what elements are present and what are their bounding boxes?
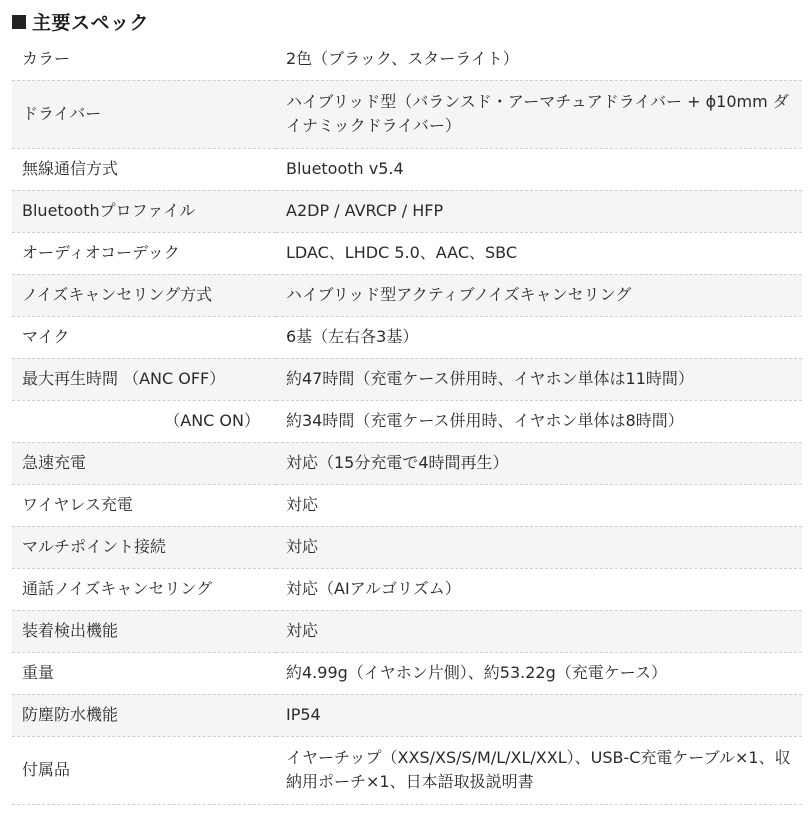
spec-table: [12, 38, 802, 805]
row-label: Bluetoothプロファイル: [12, 190, 276, 232]
row-value: ハイブリッド型（バランスド・アーマチュアドライバー + ϕ10mm ダイナミックドライバー）: [276, 80, 802, 148]
square-bullet-icon: [12, 15, 26, 29]
row-value: IP54: [276, 694, 802, 736]
row-label: ノイズキャンセリング方式: [12, 274, 276, 316]
section-title: 主要スペック: [32, 12, 150, 34]
row-value: 対応: [276, 526, 802, 568]
row-label: カラー: [12, 38, 276, 80]
table-row: [12, 736, 802, 804]
section-heading: [12, 8, 149, 35]
table-row: [12, 694, 802, 736]
row-value: 対応（15分充電で4時間再生）: [276, 442, 802, 484]
row-value: A2DP / AVRCP / HFP: [276, 190, 802, 232]
table-row: [12, 484, 802, 526]
row-value: 6基（左右各3基）: [276, 316, 802, 358]
row-label: マルチポイント接続: [12, 526, 276, 568]
row-value: 対応（AIアルゴリズム）: [276, 568, 802, 610]
row-label: 急速充電: [12, 442, 276, 484]
row-value: 約4.99g（イヤホン片側）、約53.22g（充電ケース）: [276, 652, 802, 694]
table-row: [12, 400, 802, 442]
row-label: マイク: [12, 316, 276, 358]
row-label: 通話ノイズキャンセリング: [12, 568, 276, 610]
table-row: [12, 316, 802, 358]
row-value: イヤーチップ（XXS/XS/S/M/L/XL/XXL）、USB-C充電ケーブル×1、収納用ポーチ×1、日本語取扱説明書: [276, 736, 802, 804]
row-value: 対応: [276, 484, 802, 526]
table-row: [12, 232, 802, 274]
row-value: ハイブリッド型アクティブノイズキャンセリング: [276, 274, 802, 316]
row-label: ワイヤレス充電: [12, 484, 276, 526]
table-row: [12, 610, 802, 652]
table-row: [12, 526, 802, 568]
table-row: [12, 652, 802, 694]
row-label: 重量: [12, 652, 276, 694]
table-row: [12, 568, 802, 610]
row-label: 無線通信方式: [12, 148, 276, 190]
row-value: 約47時間（充電ケース併用時、イヤホン単体は11時間）: [276, 358, 802, 400]
row-label: 最大再生時間 （ANC OFF）: [12, 358, 276, 400]
table-row: [12, 148, 802, 190]
table-row: [12, 80, 802, 148]
row-value: 2色（ブラック、スターライト）: [276, 38, 802, 80]
table-row: [12, 190, 802, 232]
row-label: オーディオコーデック: [12, 232, 276, 274]
row-label: 防塵防水機能: [12, 694, 276, 736]
row-value: LDAC、LHDC 5.0、AAC、SBC: [276, 232, 802, 274]
table-row: [12, 274, 802, 316]
row-value: Bluetooth v5.4: [276, 148, 802, 190]
table-row: [12, 442, 802, 484]
row-value: 約34時間（充電ケース併用時、イヤホン単体は8時間）: [276, 400, 802, 442]
table-row: [12, 38, 802, 80]
row-label: 装着検出機能: [12, 610, 276, 652]
row-value: 対応: [276, 610, 802, 652]
row-label: 付属品: [12, 736, 276, 804]
row-label: ドライバー: [12, 80, 276, 148]
row-label: （ANC ON）: [12, 400, 276, 442]
table-row: [12, 358, 802, 400]
